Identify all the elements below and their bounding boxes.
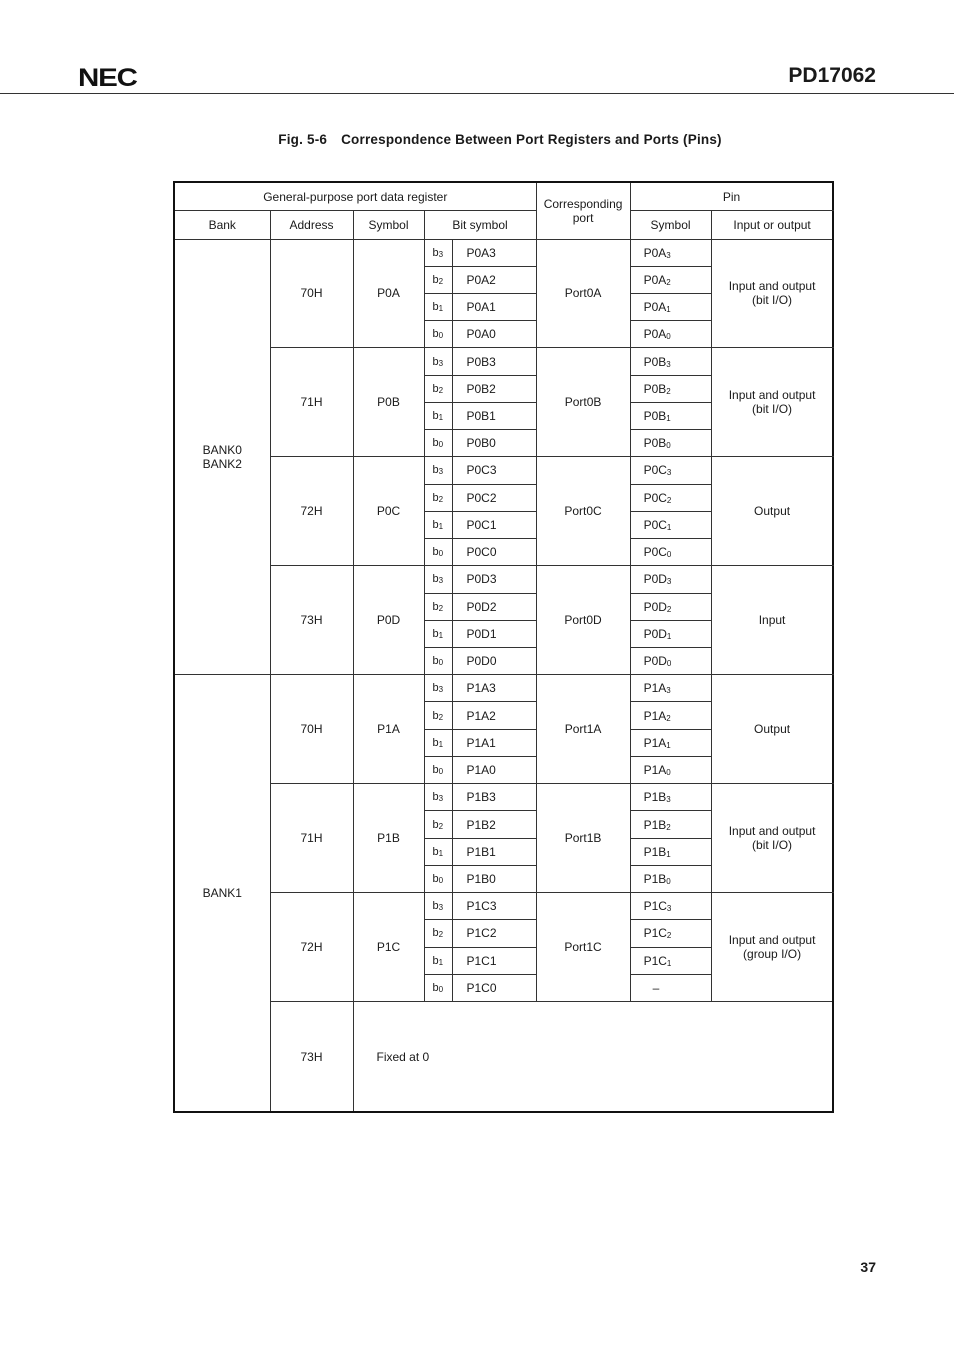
bit-number-cell-text: b [432,791,439,804]
text-line: Output [754,722,791,737]
pin-header: Pin [630,182,833,211]
bit-number-cell [424,293,452,320]
bit-number-cell-text: b [432,845,439,858]
bit-number-cell-text: b [432,246,439,259]
header-rule [0,93,954,94]
pin-symbol-header: Symbol [630,211,711,239]
bit-number-cell-text: b [432,709,439,722]
pin-symbol-cell-text: P0C [643,463,667,478]
bit-number-cell-text: b [432,491,439,504]
pin-symbol-cell [630,675,711,702]
pin-symbol-cell-subscript: 3 [666,250,671,260]
pin-symbol-cell-text: P0B [643,354,667,369]
pin-symbol-cell [630,266,711,293]
figure-title: Correspondence Between Port Registers and Ports (Pins) [341,132,722,147]
pin-symbol-cell-subscript: 1 [666,414,671,424]
bit-number-cell [424,920,452,947]
address-cell: 72H [270,457,353,566]
pin-symbol-cell-subscript: 1 [666,958,672,968]
bit-symbol-cell: P0D2 [452,593,536,620]
table-row [174,1002,833,1112]
pin-symbol-cell [630,893,711,920]
bit-number-cell-text: b [432,328,439,341]
pin-symbol-cell-subscript: 1 [666,631,672,641]
pin-symbol-cell-text: P0A [643,327,667,342]
bit-number-cell-subscript: 0 [438,549,444,559]
bit-number-cell-subscript: 1 [438,848,444,858]
bit-number-cell-subscript: 2 [438,712,444,722]
bit-number-cell-text: b [432,736,439,749]
text-line: Input and output [728,388,816,403]
bit-number-cell-text: b [432,301,439,314]
table-row [174,893,833,920]
bit-symbol-cell: P1B1 [452,838,536,865]
pin-symbol-cell-subscript: 0 [666,550,672,560]
bit-symbol-cell: P0A3 [452,239,536,266]
pin-symbol-cell [630,702,711,729]
pin-symbol-cell-text: P1C [643,926,667,941]
bit-number-cell-text: b [432,981,439,994]
pin-symbol-cell [630,566,711,593]
pin-symbol-cell-text: P0D [643,572,667,587]
bit-number-cell-text: b [432,546,439,559]
table-row [174,457,833,484]
bit-number-cell-subscript: 2 [438,603,444,613]
bit-number-cell [424,430,452,457]
pin-symbol-cell-text: P0A [643,300,667,315]
pin-symbol-cell [630,402,711,429]
multiline-text [175,443,270,471]
bit-number-cell-subscript: 1 [438,957,444,967]
bit-number-cell-subscript: 3 [438,358,444,368]
bank-cell [174,239,270,675]
bit-number-cell [424,593,452,620]
bit-number-cell [424,811,452,838]
bit-number-cell [424,402,452,429]
bit-number-cell-text: b [432,518,439,531]
pin-symbol-cell-text: P0D [643,626,667,641]
bit-number-cell-text: b [432,954,439,967]
pin-symbol-cell-subscript: 2 [666,822,671,832]
bit-symbol-cell: P0B3 [452,348,536,375]
bit-number-cell [424,484,452,511]
bit-symbol-cell: P0C0 [452,539,536,566]
bit-number-cell-text: b [432,600,439,613]
multiline-text [712,613,833,627]
pin-symbol-cell [630,511,711,538]
pin-symbol-cell-subscript: 1 [666,305,671,315]
bit-number-cell [424,239,452,266]
port-cell: Port0A [536,239,630,348]
bit-number-cell-text: b [432,355,439,368]
pin-symbol-cell [630,430,711,457]
pin-symbol-cell-subscript: 1 [666,740,671,750]
pin-symbol-cell-subscript: 2 [666,931,672,941]
address-cell: 70H [270,239,353,348]
pin-symbol-cell [630,729,711,756]
table-row [174,348,833,375]
pin-symbol-cell [630,838,711,865]
bit-number-cell-subscript: 3 [438,903,444,913]
input-output-header: Input or output [711,211,833,239]
pin-symbol-cell-subscript: 2 [666,277,671,287]
bit-number-cell-text: b [432,573,439,586]
port-register-table [173,181,834,1113]
bit-number-cell-subscript: 0 [438,876,444,885]
bit-symbol-cell: P0C1 [452,511,536,538]
pin-symbol-cell-subscript: 0 [666,768,671,778]
bit-number-cell-text: b [432,382,439,395]
multiline-text [712,824,833,852]
bit-number-cell-subscript: 3 [438,249,444,259]
multiline-text [175,886,270,900]
text-line: Corresponding [543,196,623,211]
address-header: Address [270,211,353,239]
text-line: Input and output [728,933,816,948]
bit-symbol-cell: P1A0 [452,756,536,783]
bit-number-cell [424,756,452,783]
fixed-value-cell: Fixed at 0 [353,1002,833,1112]
bit-number-cell [424,375,452,402]
bit-number-cell-text: b [432,927,439,940]
table-row [174,239,833,266]
pin-symbol-cell [630,457,711,484]
text-line: port [572,210,594,225]
bit-symbol-cell: P1B0 [452,865,536,892]
bit-number-cell-subscript: 3 [438,794,444,804]
address-cell: 70H [270,675,353,784]
bit-symbol-cell: P0B2 [452,375,536,402]
address-cell: 72H [270,893,353,1002]
pin-symbol-cell-text: P0D [643,599,667,614]
bit-number-cell-subscript: 2 [438,494,444,504]
bit-number-cell [424,784,452,811]
register-symbol-cell: P1B [353,784,424,893]
pin-symbol-cell-text: P0B [643,409,667,424]
bit-symbol-cell: P1C2 [452,920,536,947]
page-number: 37 [860,1259,876,1275]
pin-symbol-cell [630,865,711,892]
bit-number-cell-subscript: 3 [438,467,444,477]
bit-symbol-cell: P0A1 [452,293,536,320]
bit-number-cell-text: b [432,818,439,831]
part-number: PD17062 [788,64,876,87]
bit-number-cell-subscript: 2 [438,821,444,831]
bit-number-cell-subscript: 0 [438,984,444,994]
bit-number-cell [424,974,452,1001]
bit-number-cell [424,566,452,593]
bit-number-cell-subscript: 0 [438,331,444,341]
pin-symbol-cell-text: P1A [643,735,667,750]
register-symbol-cell: P0D [353,566,424,675]
pin-symbol-cell [630,784,711,811]
input-output-cell [711,784,833,893]
bit-symbol-header: Bit symbol [424,211,536,239]
pin-symbol-cell [630,484,711,511]
pin-symbol-cell-subscript: 3 [666,904,672,914]
bit-number-cell-text: b [432,655,439,668]
register-symbol-cell: P0C [353,457,424,566]
multiline-text [712,279,833,307]
bit-symbol-cell: P1C1 [452,947,536,974]
bit-number-cell-text: b [432,464,439,477]
bit-symbol-cell: P1A2 [452,702,536,729]
pin-symbol-cell-subscript: 2 [666,495,672,505]
bit-number-cell-subscript: 3 [438,685,444,695]
pin-symbol-cell-text: P0C [643,517,667,532]
bit-number-cell-text: b [432,764,439,777]
pin-symbol-cell-subscript: 1 [666,849,671,859]
bit-symbol-cell: P1B2 [452,811,536,838]
text-line: Output [754,504,791,519]
register-symbol-cell: P0B [353,348,424,457]
register-symbol-cell: P1A [353,675,424,784]
bit-number-cell-text: b [432,682,439,695]
figure-number: Fig. 5-6 [278,132,328,147]
pin-symbol-cell-subscript: 2 [666,713,671,723]
bit-symbol-cell: P0B0 [452,430,536,457]
bit-number-cell [424,457,452,484]
text-line: (group I/O) [743,947,802,962]
address-cell: 73H [270,1002,353,1112]
bit-number-cell-subscript: 2 [438,385,444,395]
bit-symbol-cell: P0D0 [452,648,536,675]
table-row [174,566,833,593]
bit-number-cell-subscript: 2 [438,276,444,286]
pin-symbol-cell-text: P1A [643,681,667,696]
input-output-cell [711,566,833,675]
pin-symbol-cell-text: P0B [643,381,667,396]
figure-caption [0,132,954,147]
bit-number-cell-text: b [432,410,439,423]
bit-number-cell-subscript: 3 [438,576,444,586]
pin-symbol-cell-subscript: 1 [666,522,672,532]
table-header-row-1 [174,182,833,211]
port-cell: Port1B [536,784,630,893]
pin-symbol-cell [630,811,711,838]
address-cell: 71H [270,348,353,457]
table-row [174,784,833,811]
pin-symbol-cell-text: P1B [643,790,667,805]
port-cell: Port0B [536,348,630,457]
pin-symbol-cell-subscript: 3 [666,468,672,478]
pin-symbol-cell-text: P1C [643,899,667,914]
bit-symbol-cell: P0D3 [452,566,536,593]
corresponding-port-header [536,182,630,239]
pin-symbol-cell-text: P0C [643,490,667,505]
pin-symbol-cell-subscript: 0 [666,659,672,669]
symbol-header: Symbol [353,211,424,239]
pin-symbol-cell-text: P0B [643,436,667,451]
pin-symbol-cell-text: P1B [643,844,667,859]
multiline-text [712,504,833,518]
text-line: BANK0 [202,442,242,457]
bit-number-cell [424,511,452,538]
bit-number-cell [424,348,452,375]
pin-symbol-cell-text: P0A [643,272,667,287]
pin-symbol-cell [630,620,711,647]
text-line: (bit I/O) [752,293,793,308]
bit-number-cell [424,702,452,729]
bit-number-cell-text: b [432,627,439,640]
bit-number-cell [424,539,452,566]
pin-symbol-cell-text: P1C [643,953,667,968]
text-line: BANK1 [202,886,242,901]
bit-symbol-cell: P1A1 [452,729,536,756]
bit-symbol-cell: P1B3 [452,784,536,811]
bit-number-cell-subscript: 0 [438,658,444,668]
pin-symbol-cell [630,756,711,783]
pin-symbol-cell-text: P0A [643,245,667,260]
input-output-cell [711,239,833,348]
pin-symbol-cell [630,947,711,974]
bit-symbol-cell: P1A3 [452,675,536,702]
port-cell: Port0D [536,566,630,675]
text-line: (bit I/O) [752,838,793,853]
text-line: Input and output [728,279,816,294]
bit-number-cell-subscript: 2 [438,930,444,940]
multiline-text [712,722,833,736]
bit-symbol-cell: P1C0 [452,974,536,1001]
bit-number-cell [424,648,452,675]
pin-symbol-cell: – [630,974,711,1001]
pin-symbol-cell-subscript: 2 [666,604,672,614]
bit-number-cell-subscript: 1 [438,739,444,749]
bit-number-cell [424,266,452,293]
bit-number-cell-text: b [432,437,439,450]
bit-symbol-cell: P0C2 [452,484,536,511]
bit-number-cell [424,321,452,348]
pin-symbol-cell-subscript: 3 [666,686,671,696]
nec-logo: NEC [78,64,137,92]
input-output-cell [711,457,833,566]
address-cell: 73H [270,566,353,675]
pin-symbol-cell-text: P1B [643,817,667,832]
text-line: (bit I/O) [752,402,793,417]
bit-number-cell-subscript: 1 [438,521,444,531]
bit-number-cell-text: b [432,900,439,913]
bit-number-cell [424,675,452,702]
pin-symbol-cell [630,348,711,375]
bit-number-cell-subscript: 0 [438,767,444,777]
pin-symbol-cell-subscript: 2 [666,386,671,396]
pin-symbol-cell [630,593,711,620]
pin-symbol-cell [630,539,711,566]
pin-symbol-cell [630,648,711,675]
pin-symbol-cell-text: P1A [643,763,667,778]
pin-symbol-cell [630,321,711,348]
bit-number-cell [424,865,452,892]
pin-symbol-cell-subscript: 3 [666,359,671,369]
multiline-text [712,933,833,961]
bit-number-cell-subscript: 1 [438,630,444,640]
pin-symbol-cell [630,920,711,947]
bit-number-cell-text: b [432,273,439,286]
bit-number-cell [424,947,452,974]
bit-symbol-cell: P1C3 [452,893,536,920]
pin-symbol-cell-text: P1A [643,708,667,723]
pin-symbol-cell-subscript: 0 [666,877,671,886]
pin-symbol-cell-subscript: 3 [666,795,671,805]
bit-number-cell [424,893,452,920]
bank-cell [174,675,270,1112]
port-cell: Port1C [536,893,630,1002]
text-line: Input and output [728,824,816,839]
pin-symbol-cell [630,239,711,266]
register-symbol-cell: P0A [353,239,424,348]
text-line: BANK2 [202,456,242,471]
pin-symbol-cell-subscript: 0 [666,332,671,342]
port-cell: Port0C [536,457,630,566]
address-cell: 71H [270,784,353,893]
port-cell: Port1A [536,675,630,784]
bit-number-cell [424,838,452,865]
bit-symbol-cell: P0A0 [452,321,536,348]
gp-register-header: General-purpose port data register [174,182,536,211]
pin-symbol-cell [630,375,711,402]
text-line: Input [758,613,786,628]
bit-symbol-cell: P0B1 [452,402,536,429]
multiline-text [712,388,833,416]
pin-symbol-cell-subscript: 0 [666,441,671,451]
pin-symbol-cell-text: P0D [643,654,667,669]
pin-symbol-cell-text: P0C [643,545,667,560]
bit-number-cell-subscript: 1 [438,304,444,314]
bit-symbol-cell: P0A2 [452,266,536,293]
bit-number-cell [424,620,452,647]
table-header-row-2 [174,211,833,239]
input-output-cell [711,348,833,457]
pin-symbol-cell-subscript: 3 [666,577,672,587]
bit-number-cell [424,729,452,756]
input-output-cell [711,893,833,1002]
pin-symbol-cell-text: P1B [643,872,667,886]
bit-symbol-cell: P0C3 [452,457,536,484]
pin-symbol-cell [630,293,711,320]
bit-symbol-cell: P0D1 [452,620,536,647]
input-output-cell [711,675,833,784]
bit-number-cell-text: b [432,873,439,885]
table-row [174,675,833,702]
register-symbol-cell: P1C [353,893,424,1002]
bit-number-cell-subscript: 1 [438,413,444,423]
bit-number-cell-subscript: 0 [438,440,444,450]
bank-header: Bank [174,211,270,239]
